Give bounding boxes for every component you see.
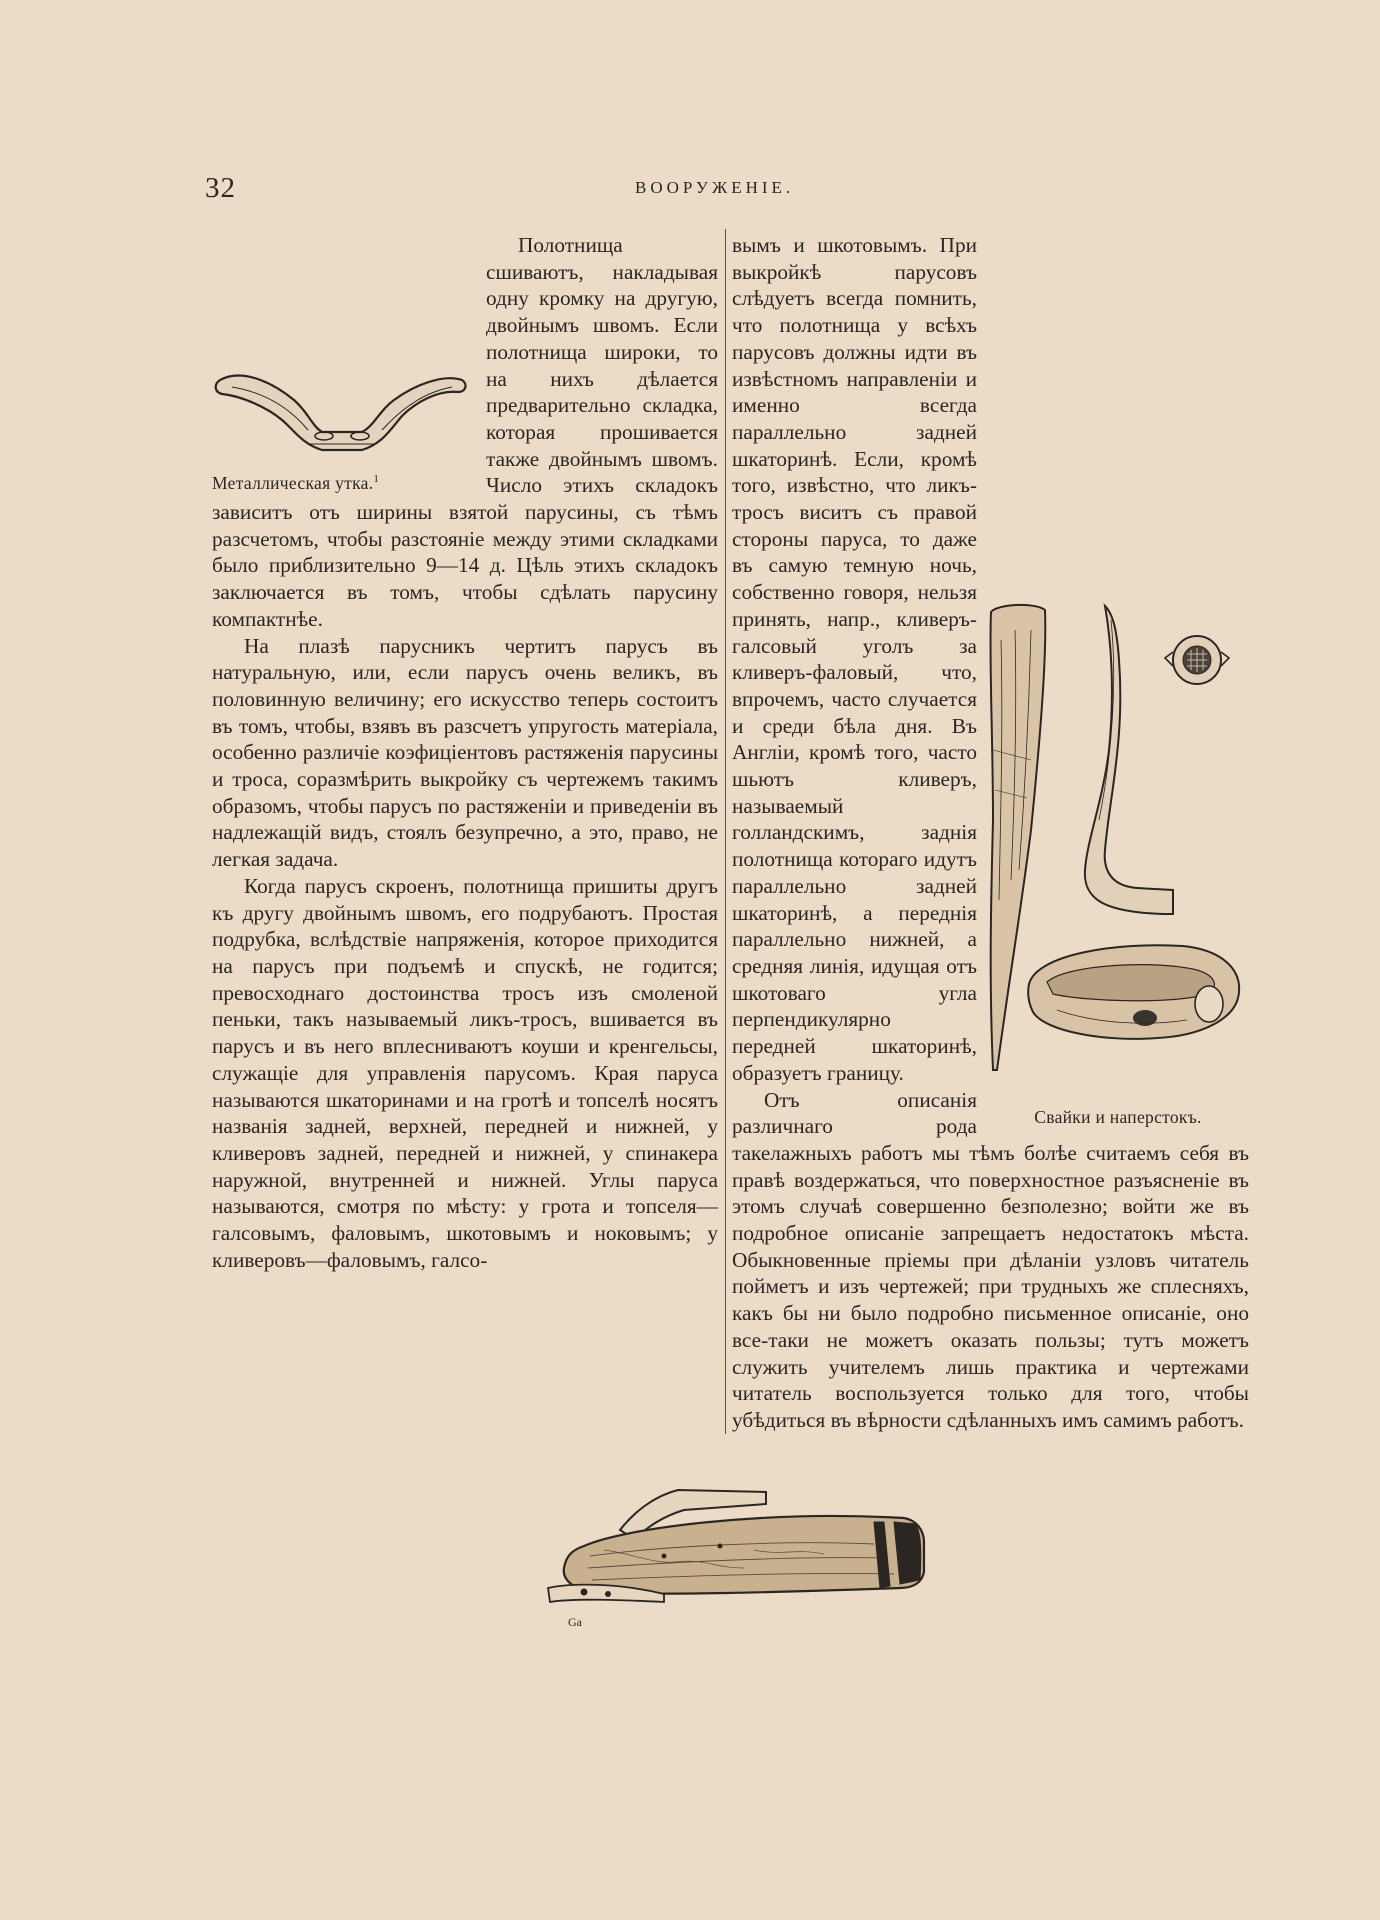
paragraph: вымъ и шкотовымъ. При выкройкѣ парусовъ слѣдуетъ всегда помнить, что полотнища у всѣхъ парусовъ должны идти въ извѣстномъ направленiи и именно всегда параллельно задней шкаторинѣ. Если, кромѣ того, извѣстно, что ликъ-тросъ виситъ съ правой стороны паруса, то даже въ самую темную ночь, собственно говоря, нельзя принять, напр., кливеръ-галсовый уголъ за кливеръ-фаловый, что, впрочемъ, часто случается и среди бѣла дня. Въ Англiи, кромѣ того, часто шьютъ кливеръ, называемый голландскимъ, заднiя полотнища котораго идутъ параллельно задней шкаторинѣ, а переднiя параллельно нижней, а средняя линiя, идущая отъ шкотоваго угла перпендикулярно передней шкаторинѣ, образуетъ границу. xyxy=(732,233,977,1085)
paragraph: Полотнища сшиваютъ, накладывая одну кромку на другую, двойнымъ швомъ. Если полотнища широки, то на нихъ дѣлается предварительно складка, которая прошивается также двойнымъ швомъ. Число этихъ складокъ зависитъ отъ ширины взятой парусины, съ тѣмъ разсчетомъ, чтобы разстоянiе между этими складками было приблизительно 9—14 д. Цѣль этихъ складокъ заключается въ томъ, чтобы сдѣлать парусину компактнѣе. xyxy=(212,233,718,631)
paragraph: На плазѣ парусникъ чертитъ парусъ въ натуральную, или, если парусъ очень великъ, въ половинную величину; его искусство теперь состоитъ въ томъ, чтобы, взявъ въ разсчетъ упругость матерiала, особенно различiе коэфицiентовъ растяженiя парусины и троса, соразмѣрить выкройку съ чертежемъ такимъ образомъ, чтобы парусъ по растяженiи и приведенiи въ надлежащiй видъ, стоялъ безупречно, а это, право, не легкая задача. xyxy=(212,633,718,872)
cleat-caption: Металлическая утка. xyxy=(212,472,374,493)
sailor-knife-illustration xyxy=(544,1484,948,1630)
footnote-marker: 1 xyxy=(373,473,380,485)
page-number: 32 xyxy=(205,172,236,204)
knife-figure xyxy=(544,1484,948,1630)
fids-figure xyxy=(987,600,1249,1130)
metal-cleat-illustration xyxy=(212,340,474,462)
left-column xyxy=(212,232,718,1273)
right-column xyxy=(732,232,1249,1434)
paragraph: Когда парусъ скроенъ, полотнища пришиты другъ къ другу двойнымъ швомъ, его подрубаютъ. Простая подрубка, вслѣдствiе напряженiя, которое приходится на парусъ при подъемѣ и спускѣ, не годится; превосходнаго достоинства тросъ изъ смоленой пеньки, такъ называемый ликъ-тросъ, вшивается въ парусъ и въ него вплесниваютъ коуши и кренгельсы, служащiе для управленiя парусомъ. Края паруса называются шкаторинами и на гротѣ и топселѣ носятъ названiя задней, верхней, передней и нижней, у кливеровъ задней, передней и нижней, у спинакера наружной, внутренней и нижней. Углы паруса называются, смотря по мѣсту: у грота и топселя—галсовымъ, фаловымъ, шкотовымъ и ноковымъ; у кливеровъ—фаловымъ, галсо- xyxy=(212,873,718,1272)
paragraph: Отъ описанiя различнаго рода такелажныхъ работъ мы тѣмъ болѣе считаемъ себя въ правѣ воздержаться, что поверхностное разъясненiе въ этомъ случаѣ совершенно безполезно; войти же въ подробное описанiе запрещаетъ недостатокъ мѣста. Обыкновенные прiемы при дѣланiи узловъ читатель пойметъ и изъ чертежей; при трудныхъ же сплесняхъ, какъ бы ни было подробно письменное описанiе, оно все-таки не можетъ оказать пользы; тутъ можетъ служить учителемъ лишь практика и чертежами читатель воспользуется только для того, чтобы убѣдиться въ вѣрности сдѣланныхъ имъ самимъ работъ. xyxy=(732,1087,1249,1432)
knife-mark: Ga xyxy=(568,1615,582,1629)
fids-and-thimble-illustration xyxy=(987,600,1249,1100)
column-divider xyxy=(725,229,726,1434)
cleat-figure xyxy=(212,340,474,494)
running-title: ВООРУЖЕНIЕ. xyxy=(635,178,795,197)
fids-caption: Свайки и наперстокъ. xyxy=(1034,1107,1202,1127)
